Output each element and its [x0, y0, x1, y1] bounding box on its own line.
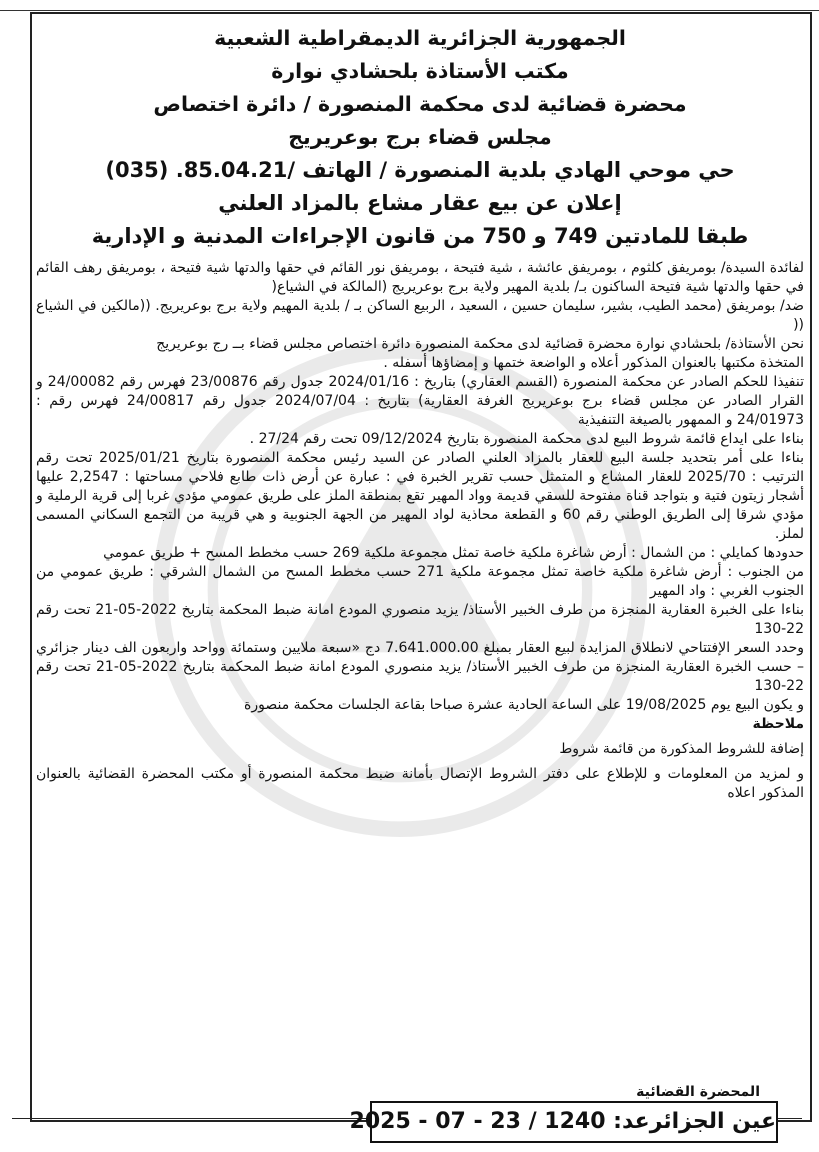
header-bailiff-court: محضرة قضائية لدى محكمة المنصورة / دائرة اختصاص [153, 92, 687, 116]
header-republic: الجمهورية الجزائرية الديمقراطية الشعبية [214, 26, 626, 50]
body-against: ضد/ بومريفق (محمد الطيب، بشير، سليمان حسين ، السعيد ، الربيع الساكن بـ / بلدية المهيم ولاية برج بوعريريج. ((مالكين في الشياع (( [36, 298, 804, 333]
body-boundaries-south: من الجنوب : أرض شاغرة ملكية خاصة تمثل مجموعة ملكية 271 حسب مخطط المسح من الشمال الشرقي : طريق عمومي من الجنوب الغربي : واد المهير [36, 564, 805, 599]
body-conditions-deposit: بناءا على ايداع قائمة شروط البيع لدى محكمة المنصورة بتاريخ 09/12/2024 تحت رقم 27/24 . [249, 431, 804, 447]
body-opening-price: وحدد السعر الإفتتاحي لانطلاق المزايدة لبيع العقار بمبلغ 7.641.000.00 دج «سبعة ملايين وستمائة وواحد واربعون الف دينار جزائري – حسب الخبرة العقارية المنجزة من طرف الخبير الأستاذ/ يزيد منصوري المودع امانة ضبط المحكمة بتاريخ 2022-05-21 تحت رقم 22-130 [36, 640, 805, 694]
header-council: مجلس قضاء برج بوعريريج [288, 125, 552, 149]
body-office-address: المتخذة مكتبها بالعنوان المذكور أعلاه و الواضعة ختمها و إمضاؤها أسفله . [383, 355, 804, 371]
top-rule [0, 2, 819, 11]
body-judgment: تنفيذا للحكم الصادر عن محكمة المنصورة (القسم العقاري) بتاريخ : 2024/01/16 جدول رقم 23/00876 فهرس رقم 24/00082 و القرار الصادر عن مجلس قضاء برج بوعريريج الغرفة العقارية) بتاريخ : 2024/07/04 جدول رقم 24/00817 فهرس رقم : 24/01973 و الممهور بالصيغة التنفيذية [36, 374, 804, 428]
body-beneficiaries: لفائدة السيدة/ بومريفق كلثوم ، بومريفق عائشة ، شية فتيحة ، بومريفق نور القائم في حقها والدتها شية فتيحة ، بومريفق رهف القائم في حقها والدتها شية فتيحة الساكنون بـ/ بلدية المهير ولاية برج بوعريريج (المالكة في الشياع( [36, 260, 804, 295]
body-note-conditions: إضافة للشروط المذكورة من قائمة شروط [559, 741, 804, 757]
announcement-content [36, 22, 804, 803]
header-legal-articles: طبقا للمادتين 749 و 750 من قانون الإجراءات المدنية و الإدارية [91, 224, 749, 248]
header-office: مكتب الأستاذة بلحشادي نوارة [271, 59, 569, 83]
body-contact-info: و لمزيد من المعلومات و للإطلاع على دفتر الشروط الإتصال بأمانة ضبط محكمة المنصورة أو مكتب المحضرة القضائية بالعنوان المذكور اعلاه [36, 766, 804, 801]
body-bailiff: نحن الأستاذة/ بلحشادي نوارة محضرة قضائية لدى محكمة المنصورة دائرة اختصاص مجلس قضاء بــ رج بوعريريج [156, 336, 804, 352]
header-address-phone: حي موحي الهادي بلدية المنصورة / الهاتف /85.04.21. (035) [105, 158, 735, 182]
announcement-body [36, 259, 804, 803]
body-boundaries-north: حدودها كمايلي : من الشمال : أرض شاغرة ملكية خاصة تمثل مجموعة ملكية 269 حسب مخطط المسح + طريق عمومي [103, 545, 804, 561]
body-expertise: بناءا على الخبرة العقارية المنجزة من طرف الخبير الأستاذ/ يزيد منصوري المودع امانة ضبط المحكمة بتاريخ 2022-05-21 تحت رقم 22-130 [36, 602, 804, 637]
body-note-title: ملاحظة [752, 716, 804, 732]
header-announcement-title: إعلان عن بيع عقار مشاع بالمزاد العلني [218, 191, 622, 215]
body-sale-date: و يكون البيع يوم 19/08/2025 على الساعة الحادية عشرة صباحا بقاعة الجلسات محكمة منصورة [244, 697, 804, 713]
signature-label: المحضرة القضائية [636, 1084, 760, 1100]
footer-publication-ref: عين الجزائرعد: 1240 / 23 - 07 - 2025 [370, 1101, 778, 1143]
body-sale-order: بناءا على أمر بتحديد جلسة البيع للعقار بالمزاد العلني الصادر عن السيد رئيس محكمة المنصورة بتاريخ 2025/01/21 تحت رقم الترتيب : 2025/70 للعقار المشاع و المتمثل حسب تقرير الخبرة في : عبارة عن أرض ذات طابع فلاحي مساحتها : 2,2547 عليها أشجار زيتون فتية و بتواجد قناة مفتوحة للسقي قديمة وواد المهير تقع بمنطقة الملز على طريق عمومي مؤدي غربا إلى قرية الرملية و مؤدي شرقا إلى الطريق الوطني رقم 60 و القطعة محاذية لواد المهير من الجهة الجنوبية و هي قريبة من التجمع السكاني المسمى لملز. [36, 450, 805, 542]
